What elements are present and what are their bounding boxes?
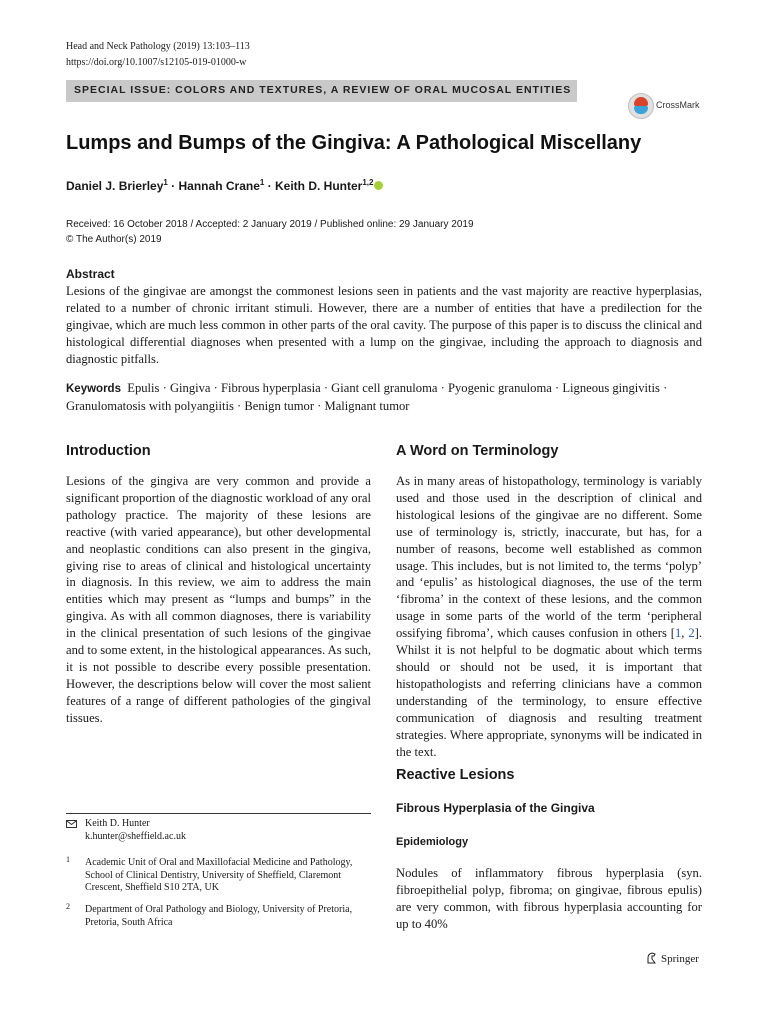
crossmark-badge[interactable] [628,93,708,123]
received-accepted-published: Received: 16 October 2018 / Accepted: 2 January 2019 / Published online: 29 January 2019 [66,219,474,230]
terminology-heading: A Word on Terminology [396,443,559,459]
author-list [66,178,383,193]
author-affiliation: 1,2 [362,178,374,187]
publication-dates [66,217,474,247]
special-issue-banner [66,80,577,102]
citation-link[interactable]: 2 [688,626,695,641]
orcid-icon[interactable] [374,181,383,190]
article-title: Lumps and Bumps of the Gingiva: A Pathological Miscellany [66,132,642,154]
keywords-list: Epulis · Gingiva · Fibrous hyperplasia · Giant cell granuloma · Pyogenic granuloma · Ligneous gingivitis · Granulomatosis with polyangiitis · Benign tumor · Malignant tumor [66,381,668,413]
contact-name: Keith D. Hunter [85,818,150,829]
citation-link[interactable]: 1 [674,626,682,641]
author-name[interactable]: Keith D. Hunter [275,179,363,193]
abstract-heading: Abstract [66,267,115,281]
contact-email[interactable]: k.hunter@sheffield.ac.uk [85,830,186,842]
epidemiology-text: Nodules of inflammatory fibrous hyperplasia (syn. fibroepithelial polyp, fibroma; on gingivae, fibrous epulis) are very common, with fibrous hyperplasia accounting for up to 40% [396,866,702,931]
terminology-text-part: ]. Whilst it is not helpful to be dogmatic about which terms should or should not be used, it is important that histopathologists and referring clinicians have a common understanding of the terminology, to ensure effective communication of diagnosis and resulting treatment strategies. Where appropriate, synonyms will be indicated in the text. [396,626,702,759]
footnote-divider [66,813,371,814]
affiliation-2: Department of Oral Pathology and Biology, University of Pretoria, Pretoria, South Africa [85,904,353,928]
terminology-text-part: As in many areas of histopathology, terminology is variably used and those used in the description of clinical and histological lesions of the gingivae are no different. Some use of terminology is, strictly, inaccurate, but has, for a number of reasons, become well established as common usage. This includes, but is not limited to, the terms ‘polyp’ and ‘epulis’ as histological diagnoses, the use of the term ‘fibroma’ in the context of these lesions, and the common usage in some parts of the world of the term ‘peripheral ossifying fibroma’, which causes confusion in others [ [396,474,702,641]
abstract-text: Lesions of the gingivae are amongst the commonest lesions seen in patients and the vast majority are reactive hyperplasias, related to a number of chronic irritant stimuli. However, there are a number of entities that have a predilection for the gingivae, which are much less common in other parts of the oral cavity. The purpose of this paper is to discuss the clinical and histological differential diagnoses when presented with a lump on the gingivae, including the approach to diagnosis and diagnostic pitfalls. [66,284,702,366]
author-name[interactable]: Daniel J. Brierley [66,179,164,193]
doi-link[interactable]: https://doi.org/10.1007/s12105-019-01000-w [66,57,247,68]
affiliation-1: Academic Unit of Oral and Maxillofacial Medicine and Pathology, School of Clinical Dentistry, University of Sheffield, Claremont Crescent, Sheffield S10 2TA, UK [85,857,353,893]
author-separator: · [167,179,179,193]
crossmark-icon [628,93,654,119]
author-affiliation: 1 [163,178,168,187]
journal-citation [66,39,250,71]
fibrous-hyperplasia-heading: Fibrous Hyperplasia of the Gingiva [396,801,595,815]
affiliation-number: 1 [66,855,70,864]
author-separator: · [264,179,275,193]
introduction-heading: Introduction [66,443,151,459]
journal-line: Head and Neck Pathology (2019) 13:103–113 [66,41,250,52]
springer-horse-icon [646,952,657,964]
envelope-icon [66,820,77,828]
corresponding-author [85,818,186,843]
keywords [66,380,702,415]
keywords-label: Keywords [66,383,121,395]
copyright-line: © The Author(s) 2019 [66,234,162,245]
publisher-logo [646,952,699,965]
reactive-lesions-heading: Reactive Lesions [396,767,515,783]
author-affiliation: 1 [259,178,265,187]
citation-separator: , [681,626,689,641]
author-name[interactable]: Hannah Crane [178,179,260,193]
publisher-name: Springer [661,953,699,965]
crossmark-label: CrossMark [656,100,700,110]
epidemiology-heading: Epidemiology [396,836,469,848]
special-issue-label: SPECIAL ISSUE: COLORS AND TEXTURES, A REVIEW OF ORAL MUCOSAL ENTITIES [74,84,572,96]
terminology-text [396,473,702,760]
affiliation-number: 2 [66,902,70,911]
introduction-text: Lesions of the gingiva are very common and provide a significant proportion of the diagnostic workload of any oral pathology practice. The majority of these lesions are reactive (with varied appearance), but other developmental and neoplastic conditions can also present in the gingiva, giving rise to areas of clinical and histological uncertainty in diagnosis. In this review, we aim to address the main entities which may present as “lumps and bumps” in the gingiva. As with all common diagnoses, there is variability in the clinical presentation of such lesions of the gingivae and to some extent, in the histological appearances. As such, it is not possible to describe every possible presentation. However, the descriptions below will cover the most salient features of a range of different pathologies of the gingival tissues. [66,474,371,725]
